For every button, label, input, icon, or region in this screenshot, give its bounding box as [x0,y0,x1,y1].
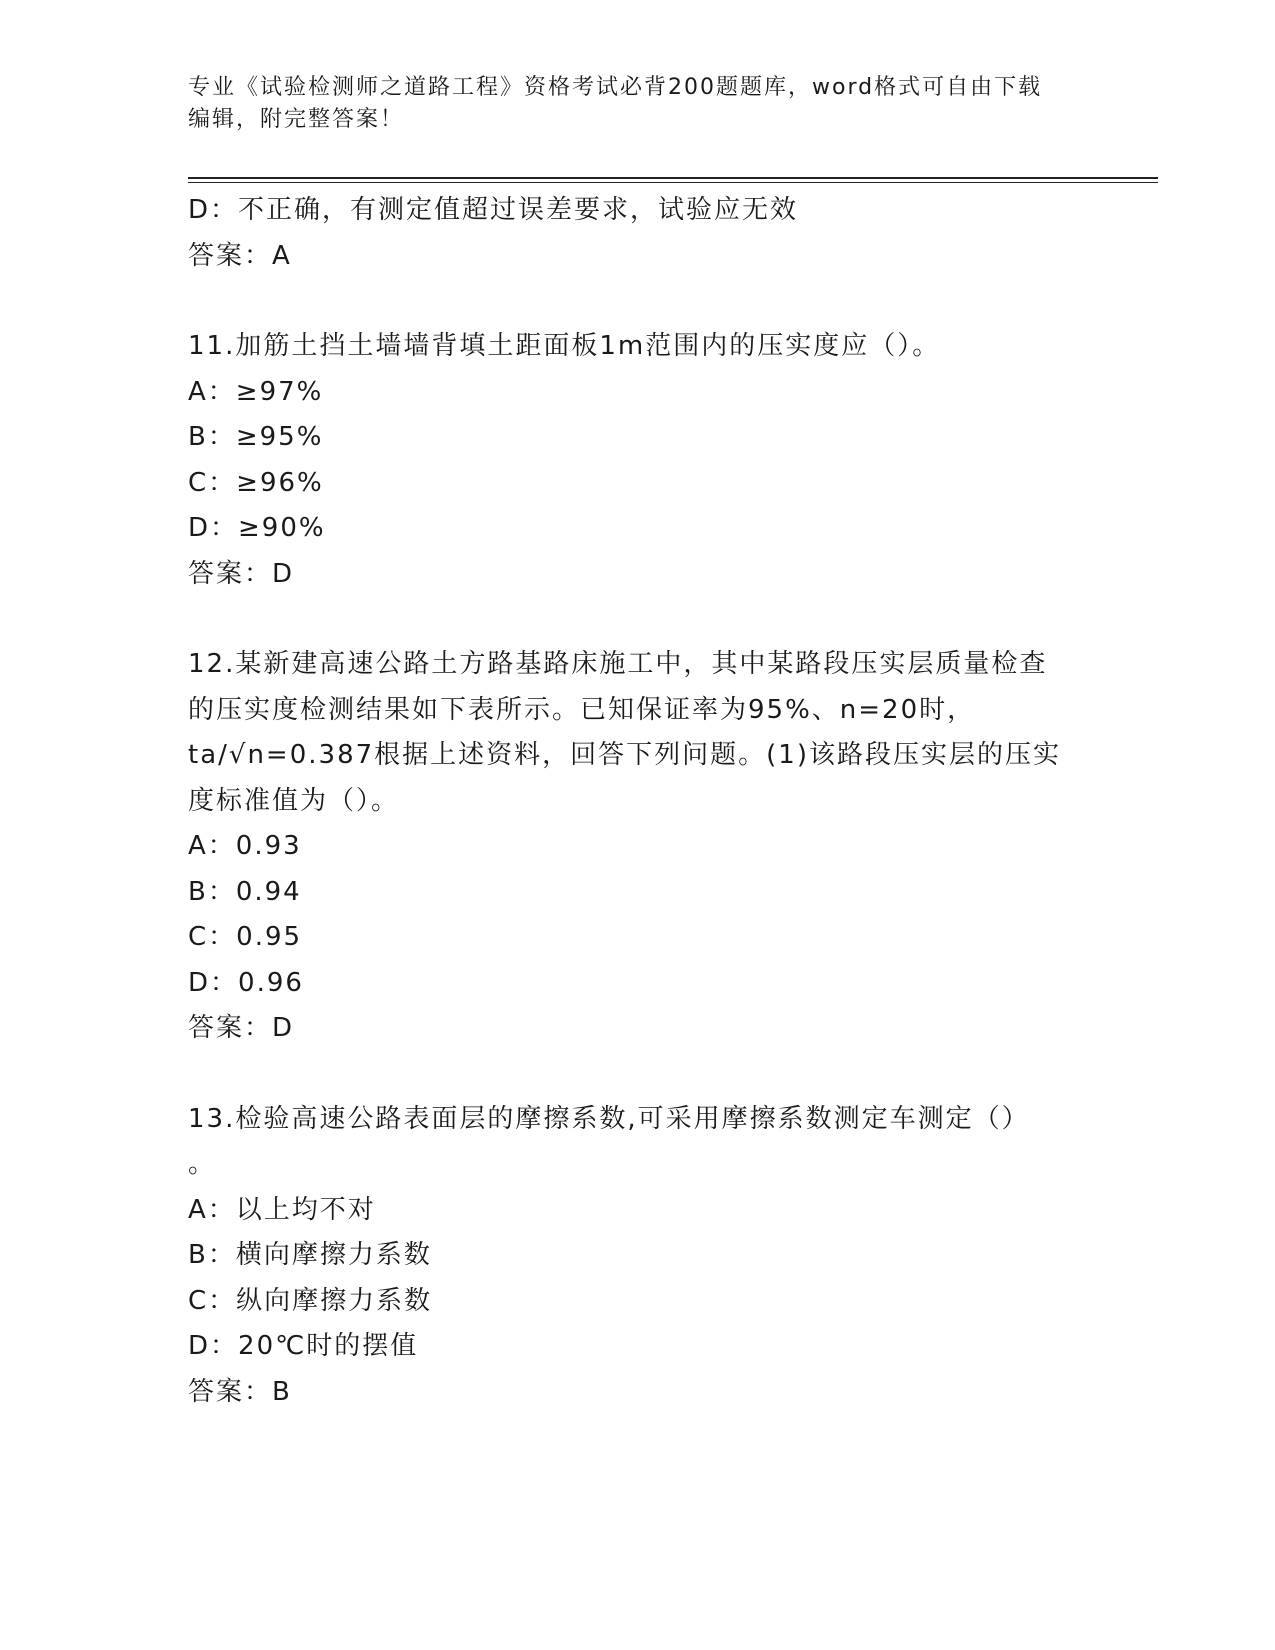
question-12 [188,642,1088,1052]
header-divider-thin [188,182,1158,183]
question-stem: 11.加筋土挡土墙墙背填土距面板1m范围内的压实度应（）。 [188,331,941,361]
option-c: C：≥96% [188,467,324,498]
question-stem-line-4: 度标准值为（）。 [188,785,400,816]
option-c: C：纵向摩擦力系数 [188,1285,433,1316]
question-13 [188,1097,1088,1416]
option-a: A：0.93 [188,831,302,861]
question-stem-line-1: 12.某新建高速公路土方路基路床施工中，其中某路段压实层质量检查 [188,649,1048,679]
option-c: C：0.95 [188,922,303,952]
option-b: B：0.94 [188,876,302,907]
header-line-2: 编辑，附完整答案！ [188,107,405,132]
answer-line: 答案：B [188,1376,292,1407]
answer-line: 答案：D [188,558,295,589]
option-b: B：横向摩擦力系数 [188,1240,432,1270]
question-stem-line-2: 的压实度检测结果如下表所示。已知保证率为95%、n=20时， [188,694,976,725]
option-d: D：≥90% [188,513,326,543]
previous-question-tail [188,188,1088,279]
option-b: B：≥95% [188,422,324,452]
question-stem-line-1: 13.检验高速公路表面层的摩擦系数,可采用摩擦系数测定车测定（） [188,1103,1030,1134]
option-d: D：20℃时的摆值 [188,1331,419,1361]
option-d: D：0.96 [188,967,304,998]
answer-line: 答案：A [188,240,292,271]
header-divider-thick [188,177,1158,179]
question-stem-line-2: 。 [188,1149,217,1179]
answer-line: 答案：D [188,1013,295,1043]
question-stem-line-3: ta/√n=0.387根据上述资料，回答下列问题。(1)该路段压实层的压实 [188,740,1061,770]
header-line-1: 专业《试验检测师之道路工程》资格考试必背200题题库，word格式可自由下载 [188,75,1043,100]
question-content [188,188,1088,1415]
document-header [188,72,1068,136]
option-a: A：以上均不对 [188,1194,376,1225]
option-d: D：不正确，有测定值超过误差要求，试验应无效 [188,195,799,225]
question-11 [188,324,1088,597]
option-a: A：≥97% [188,376,324,407]
